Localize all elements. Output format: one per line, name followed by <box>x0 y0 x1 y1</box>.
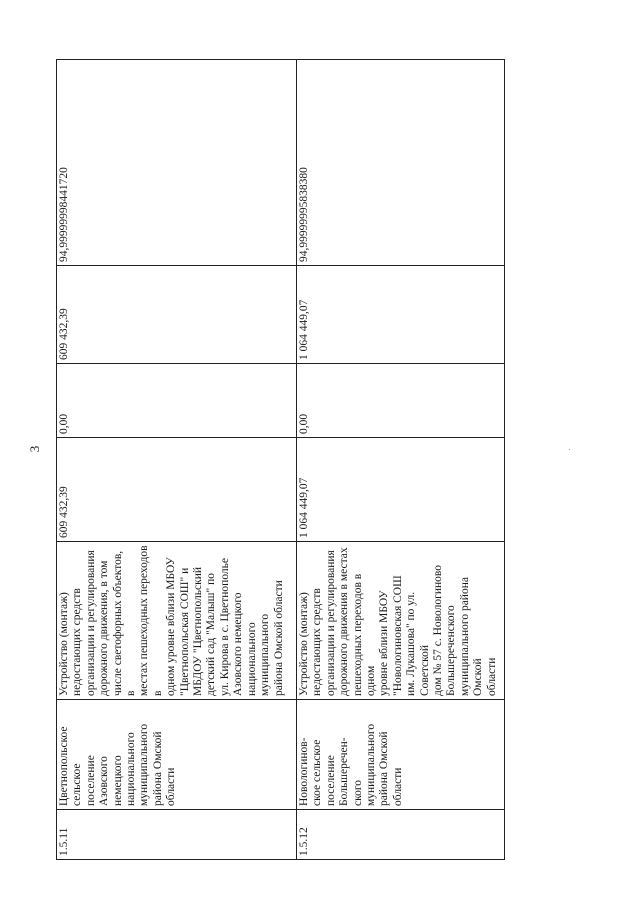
percent-cell: 94,99999995838380 <box>297 60 505 266</box>
page-number: 3 <box>27 445 42 453</box>
percent-cell: 94,99999998441720 <box>57 60 297 266</box>
amount-repeat-cell: 1 064 449,07 <box>297 266 505 364</box>
table-row <box>57 60 297 860</box>
description-cell: Устройство (монтаж) недостающих средств организации и регулирования дорожного движения в местах пешеходных переходов в одном уровне вблизи МБОУ "Новологиновская СОШ им. Лукашова" по ул. Советской дом № 57 с. Новологиново Большереченского муниципального района Омской области <box>297 542 505 700</box>
row-number-cell: 1.5.12 <box>297 810 505 860</box>
table-row <box>297 60 505 860</box>
amount-total-cell: 609 432,39 <box>57 438 297 542</box>
rotated-table-container <box>56 60 504 860</box>
organization-cell: Цветнопольское сельское поселение Азовского немецкого национального муниципального района Омской области <box>57 700 297 810</box>
scan-speck <box>569 449 570 450</box>
amount-zero-cell: 0,00 <box>57 364 297 438</box>
organization-cell: Новологинов- ское сельское поселение Большеречен- ского муниципального района Омской области <box>297 700 505 810</box>
amount-total-cell: 1 064 449,07 <box>297 438 505 542</box>
subsidy-table <box>56 59 505 860</box>
row-number-cell: 1.5.11 <box>57 810 297 860</box>
description-cell: Устройство (монтаж) недостающих средств организации и регулирования дорожного движения, в том числе светофорных объектов, в местах пешеходных переходов в одном уровне вблизи МБОУ "Цветнопольская СОШ" и МБДОУ "Цветнопольский детский сад "Малыш" по ул. Кирова в с. Цветнополье Азовского немецкого национального муниципального района Омской области <box>57 542 297 700</box>
amount-zero-cell: 0,00 <box>297 364 505 438</box>
amount-repeat-cell: 609 432,39 <box>57 266 297 364</box>
